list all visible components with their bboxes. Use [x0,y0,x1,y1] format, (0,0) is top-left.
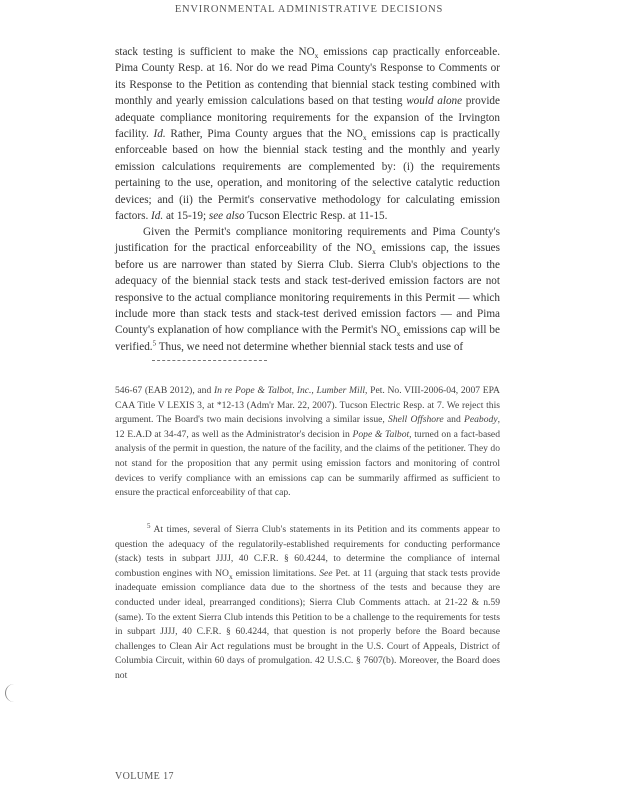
body-paragraph-1: stack testing is sufficient to make the $NO_x$ emissions cap practically enforceable. Pima County Resp. at 16. Nor do we read Pima County's Response to Comments or its Response to the Petition as contending that biennial stack testing combined with monthly and yearly emission calculations based on that testing would alone provide adequate compliance monitoring requirements for the expansion of the Irvington facility. Id. Rather, Pima County argues that the $NO_x$ emissions cap is practically enforceable based on how the biennial stack testing and the monthly and yearly emission calculations requirements are complemented by: (i) the requirements pertaining to the use, operation, and monitoring of the selective catalytic reduction devices; and (ii) the Permit's conservative methodology for calculating emission factors. Id. at 15-19; see also Tucson Electric Resp. at 11-15. [115,46,500,223]
scan-margin-mark [5,684,18,702]
footnote-5: $^5$ At times, several of Sierra Club's statements in its Petition and its comments appear to question the adequacy of the regulatorily-established requirements for conducting performance (stack) tests in subpart JJJJ, 40 C.F.R. § 60.4244, to determine the compliance of internal combustion engines with $NO_x$ emission limitations. See Pet. at 11 (arguing that stack tests provide inadequate emission compliance data due to the shortness of the tests and because they are conducted under ideal, prearranged conditions); Sierra Club Comments attach. at 21-22 & n.59 (same). To the extent Sierra Club intends this Petition to be a challenge to the requirements for tests in subpart JJJJ, 40 C.F.R. § 60.4244, that question is not properly before the Board because challenges to Clean Air Act regulations must be brought in the U.S. Court of Appeals, District of Columbia Circuit, within 60 days of promulgation. 42 U.S.C. § 7607(b). Moreover, the Board does not [115,521,501,681]
footnote-continued: 546-67 (EAB 2012), and In re Pope & Talbot, Inc., Lumber Mill, Pet. No. VIII-2006-04, 2007 EPA CAA Title V LEXIS 3, at *12-13 (Adm'r Mar. 22, 2007). Tucson Electric Resp. at 7. We reject this argument. The Board's two main decisions involving a similar issue, Shell Offshore and Peabody, 12 E.A.D at 34-47, as well as the Administrator's decision in Pope & Talbot, turned on a fact-based analysis of the permit in question, the nature of the facility, and the claims of the petitioner. They do not stand for the proposition that any permit using emission factors and monitoring of control devices to verify compliance with an emissions cap can be summarily affirmed as sufficient to ensure the practical enforceability of that cap. [115,385,500,499]
footnote-number: 5 [147,521,151,530]
volume-footer: VOLUME 17 [115,771,174,782]
running-head: ENVIRONMENTAL ADMINISTRATIVE DECISIONS [174,4,444,15]
footnote-reference-5: 5 [152,339,157,348]
body-paragraph-2: Given the Permit's compliance monitoring requirements and Pima County's justification for the practical enforceability of the $NO_x$ emissions cap, the issues before us are narrower than stated by Sierra Club. Sierra Club's objections to the adequacy of the biennial stack tests and stack test-derived emission factors are not responsive to the actual compliance monitoring requirements in this Permit — which include more than stack tests and stack-test derived emission factors — and Pima County's explanation of how compliance with the Permit's $NO_x$ emissions cap will be verified.$^5$ Thus, we need not determine whether biennial stack tests and use of [115,226,500,353]
footnote-separator [152,360,267,361]
